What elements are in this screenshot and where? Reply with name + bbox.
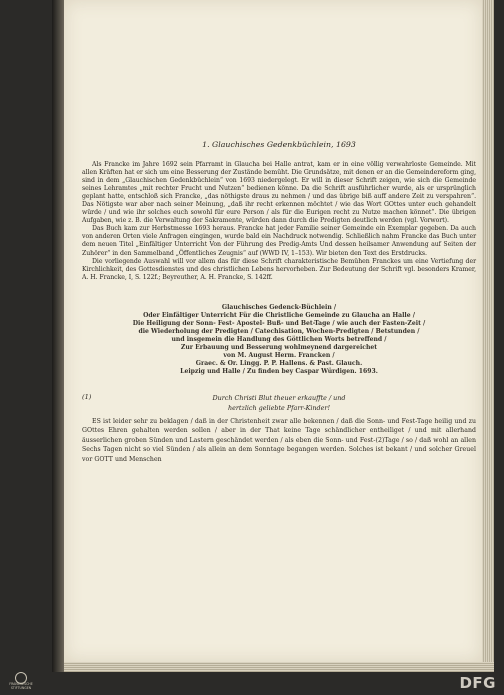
title-line: von M. August Herm. Francken /: [223, 352, 335, 360]
book-spine-shadow: [52, 0, 64, 672]
page-content: [82, 140, 476, 471]
intro-section: [82, 161, 476, 282]
intro-paragraph: Das Buch kam zur Herbstmesse 1693 heraus. Francke hat jeder Familie seiner Gemeinde ein Exemplar gegeben. Da auch von anderen Orten viele Anfragen eingingen, wurde bald ein Nachdruck notwendig. Schließlich nahm Francke das Buch unter dem neuen Titel „Einfältiger Unterricht Von der Führung des Predig-Amts Und dessen heilsamer Anwendung auf Seiten der Zuhörer“ in den Sammelband „Öffentliches Zeugnis“ auf (WWD IV, 1–153). Wir bieten den Text des Erstdrucks.: [82, 225, 476, 257]
franckesche-stiftungen-logo: [6, 672, 36, 692]
title-line: Glauchisches Gedenck-Büchlein /: [221, 303, 337, 311]
title-line: Oder Einfältiger Unterricht Für die Christliche Gemeinde zu Glaucha an Halle /: [143, 311, 415, 319]
dedication-text: [82, 393, 476, 413]
title-line: Graec. & Or. Lingg. P. P. Hallens. & Past. Glauch.: [195, 360, 363, 368]
title-line: Die Heiligung der Sonn- Fest- Apostel- Buß- und Bet-Tage / wie auch der Fasten-Zeit /: [132, 319, 426, 327]
dedication-line: Durch Christi Blut theuer erkauffte / und: [212, 393, 346, 402]
title-line: und insgemein die Handlung des Göttlichen Worts betreffend /: [171, 336, 387, 344]
logo-text: FRANCKESCHE STIFTUNGEN: [9, 682, 33, 690]
intro-paragraph: Als Francke im Jahre 1692 sein Pfarramt in Glaucha bei Halle antrat, kam er in eine völlig verwahrloste Gemeinde. Mit allen Kräften hat er sich um eine Besserung der Zustände bemüht. Die Grundsätze, mit denen er an die Gemeindereform ging, sind in dem „Glauchischen Gedenkbüchlein“ von 1693 niedergelegt. Er will in dieser Schrift zeigen, wie sich die Gemeinde seines Lehramtes „mit rechter Frucht und Nutzen“ bedienen könne. Da die Schrift ausführlicher wurde, als er ursprünglich geplant hatte, entschloß sich Francke, „das nöthigste draus zu nehmen / und das übrige biß auff andere Zeit zu verspahren“. Das Nötigste war aber nach seiner Meinung, „daß ihr recht erkennen möchtet / wie das Wort GOttes unter euch gehandelt würde / und wie ihr solches euch sowohl für eure Person / als für die Eurigen recht zu Nutze machen könnet“. Die übrigen Aufgaben, wie z. B. die Verwaltung der Sakramente, würden dann durch die Predigten deutlich werden (vgl. Vorwort).: [82, 161, 476, 225]
page-edges-bottom: [64, 662, 494, 672]
intro-paragraph: Die vorliegende Auswahl will vor allem das für diese Schrift charakteristische Bemühen Franckes um eine Vertiefung der Kirchlichkeit, des Gottesdienstes und des christlichen Lebens hervorheben. Zur Bedeutung der Schrift vgl. besonders Kramer, A. H. Francke, I, S. 122f.; Beyreuther, A. H. Francke, S. 142ff.: [82, 257, 476, 281]
historic-title-block: [82, 304, 476, 377]
title-line: Zur Erbauung und Besserung wohlmeynend dargereichet: [180, 344, 378, 352]
chapter-heading: 1. Glauchisches Gedenkbüchlein, 1693: [202, 140, 356, 149]
dedication-line: hertzlich geliebte Pfarr-Kinder!: [227, 403, 331, 412]
dedication: [82, 393, 476, 413]
title-line: Leipzig und Halle / Zu finden bey Caspar Würdigen. 1693.: [180, 368, 378, 376]
section-number: (1): [82, 392, 92, 401]
body-paragraph: ES ist leider sehr zu beklagen / daß in der Christenheit zwar alle bekennen / daß die Sonn- und Fest-Tage heilig und zu GOttes Ehren gehalten werden sollen / aber in der That keine Tage schändlicher entheiliget / und mit allerhand äusserlichen groben Sünden und Lastern geschändet werden / als eben die Sonn- und Fest-(2)Tage / so / daß wohl an allen Sechs Tagen nicht so viel Sünden / als allein an dem Sonntage begangen werden. Solches ist bekant / und solcher Greuel vor GOTT und Menschen: [82, 417, 476, 463]
title-line: die Wiederholung der Predigten / Catechisation, Wochen-Predigten / Betstunden /: [138, 327, 420, 335]
dfg-logo: DFG: [459, 674, 496, 692]
page-edges-right: [482, 0, 494, 662]
